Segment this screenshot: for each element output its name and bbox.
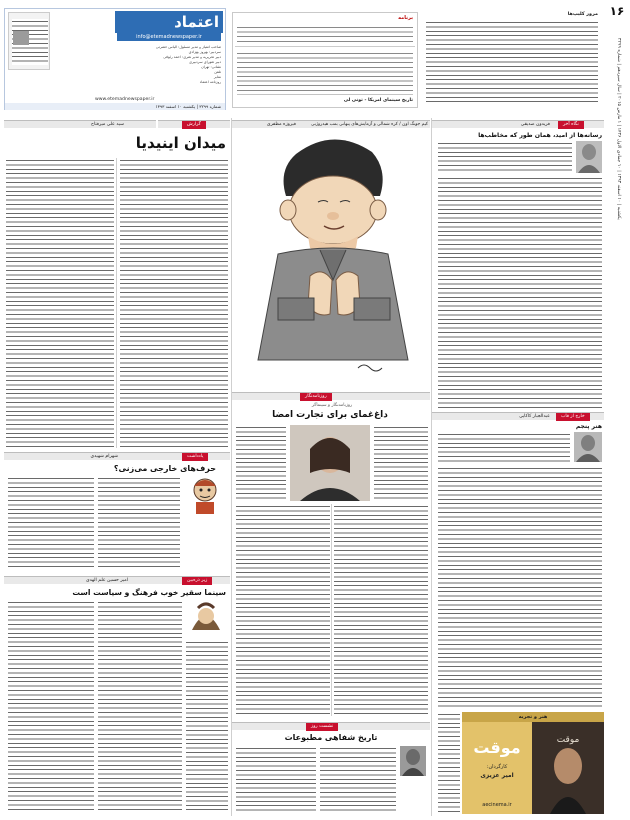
ad-director-label: کارگردان: [486, 764, 508, 770]
people-headline: حرف‌های خارجی می‌زنی؟ [113, 464, 216, 473]
info-line: روزنامه اعتماد [199, 80, 221, 84]
cinema-illustration [186, 600, 226, 636]
cinema-text-a [8, 600, 94, 812]
interview-headline: داغ‌غمای برای تجارت امضا [272, 410, 388, 420]
ad-director: امیر عزیزی [480, 772, 514, 779]
abroad-tag: خارج از قاب [556, 413, 590, 421]
main-column-text-a [6, 158, 114, 448]
tehran-author-photo [576, 141, 602, 173]
main-column-tag: گزارش [182, 121, 206, 129]
ad-top-label: هنر و تجربه [462, 712, 604, 722]
page-number: ۱۶ [609, 4, 625, 18]
people-tag: یادداشت [182, 453, 208, 461]
top-right-lead: مرور کلیپ‌ها [567, 12, 598, 17]
masthead-website[interactable]: www.etemadnewspaper.ir [95, 97, 155, 102]
cinema-text-b [98, 600, 182, 812]
bottom-headline: تاریخ شفاهی مطبوعات [284, 733, 378, 742]
tehran-headline: رسانه‌ها از امید، همان طور که مخاطب‌ها [478, 132, 602, 139]
masthead-email[interactable]: info@etemadnewspaper.ir [117, 33, 221, 41]
tehran-text-b [438, 176, 602, 408]
abroad-author: عبدالجبار کاکایی [519, 414, 550, 419]
abroad-text-a [438, 432, 570, 462]
interview-text-left [236, 425, 286, 501]
interview-photo [290, 425, 370, 501]
ad-url[interactable]: aecinema.ir [482, 802, 512, 808]
ad-poster [532, 722, 604, 814]
interview-subtitle: روزنامه‌نگار و سینماگر [311, 403, 353, 408]
film-ad[interactable] [462, 712, 604, 814]
masthead-dateline: شماره ۳۲۹۹ | یکشنبه ۱۰ اسفند ۱۳۹۳ [5, 103, 225, 110]
interview-text-body-a [236, 504, 330, 716]
tehran-tag: نگاه آخر [558, 121, 584, 129]
info-line: دبیر شورای سردبیری [189, 60, 221, 64]
people-illustration [184, 474, 226, 514]
people-text-a [8, 476, 94, 568]
abroad-headline: هنر پنجم [575, 423, 602, 430]
bottom-text-a [236, 746, 316, 812]
interview-text-body-b [334, 504, 428, 716]
tehran-text-a [438, 141, 572, 173]
right-bottom-text [438, 712, 460, 812]
brief-box [232, 12, 418, 108]
masthead-thumbnail [8, 12, 50, 70]
ad-left-panel [462, 722, 532, 814]
info-line: نشانی: تهران [201, 65, 221, 69]
interview-tag: روزنامه‌نگار [300, 393, 332, 401]
cartoon-caption: کیم جونگ اون / کره شمالی و آزمایش‌های پنهانی بمب هیدروژنی [311, 122, 428, 127]
info-line: سردبیر: بهروز بهزادی [188, 50, 221, 54]
tehran-author: فریدون صدیقی [520, 122, 550, 127]
people-text-b [98, 476, 180, 568]
cinema-text-c [186, 640, 228, 812]
interview-text-right [374, 425, 428, 501]
cartoon-image [238, 130, 428, 388]
main-column-text-b [120, 158, 228, 448]
svg-text:موقت: موقت [556, 735, 580, 745]
brief-title: برنامه [398, 15, 413, 21]
ad-title: موقت [473, 738, 521, 757]
masthead-info [53, 45, 221, 95]
masthead [4, 8, 226, 110]
bottom-photo [400, 746, 426, 776]
info-line: صاحب امتیاز و مدیر مسئول: الیاس حضرتی [155, 45, 221, 49]
main-column-author: سید علی میرفتاح [91, 122, 124, 127]
bottom-tag: نشست روز [306, 723, 338, 731]
cinema-tag: زیر ذره‌بین [182, 577, 212, 585]
info-line: دبیر تحریریه و مدیر هنری: احمد رئوفی [163, 55, 221, 59]
cinema-author: امیر حسین علم الهدی [86, 578, 128, 583]
side-date: یکشنبه | ۱۰ اسفند ۱۳۹۳ | ۱۰ جمادی الاول ۱۴۳۶ | ۱ مارس ۲۰۱۵ | سال سیزدهم | شماره ۳۲۹۹ [616, 38, 621, 220]
cinema-headline: سینما سقیر خوب فرهنگ و سیاست است [72, 588, 226, 597]
abroad-photo [574, 432, 602, 462]
people-author: شهرام شهیدی [90, 454, 118, 459]
top-right-block [424, 12, 600, 104]
info-line: تلفن [214, 70, 221, 74]
cartoon-artist: فیروزه مظفری [266, 122, 296, 127]
brief-footer: تاریخ سینمای امریکا - تونی لی [343, 98, 413, 103]
abroad-text-b [438, 466, 602, 708]
bottom-text-b [320, 746, 396, 812]
logo-text: اعتماد [174, 13, 219, 31]
main-column-headline: میدان اینیدیا [135, 134, 226, 152]
info-line: نمابر [213, 75, 221, 79]
